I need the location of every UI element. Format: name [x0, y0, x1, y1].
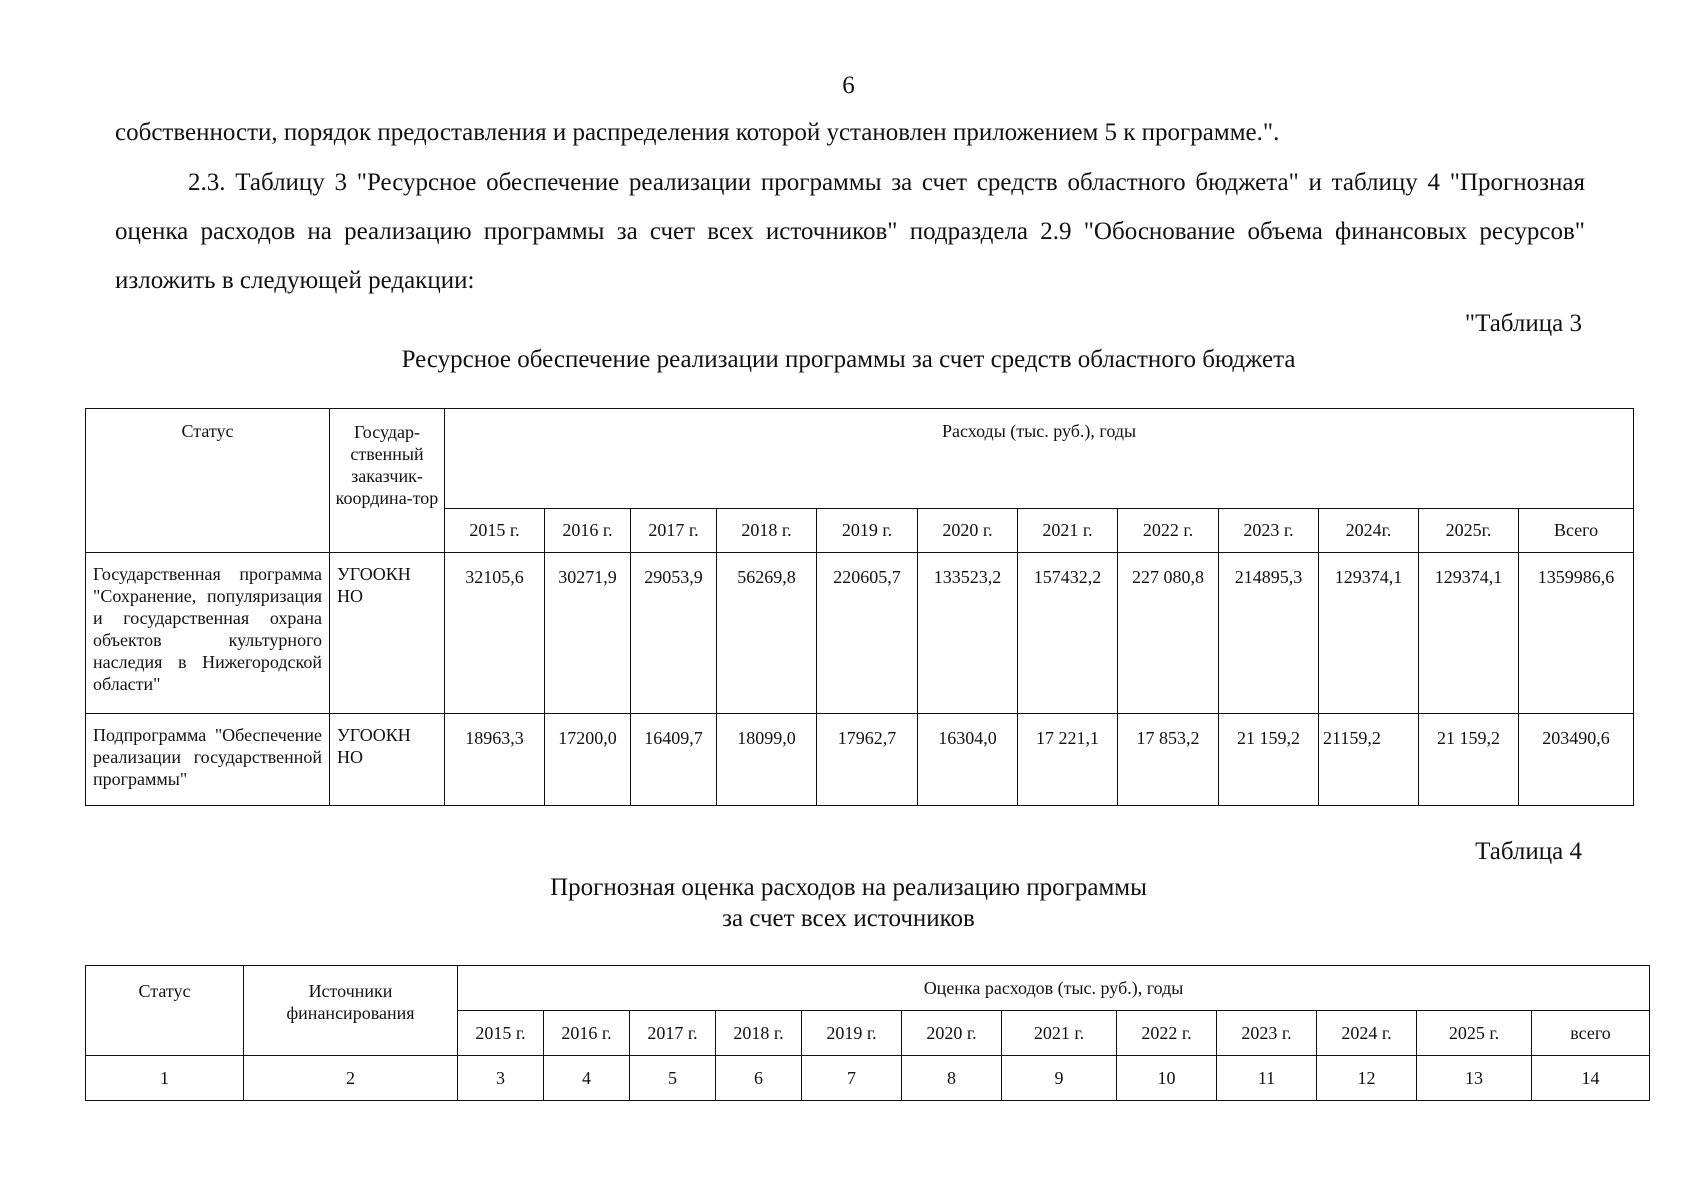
table3-year: 2020 г. — [918, 509, 1018, 553]
table3-cell: 18099,0 — [717, 714, 817, 806]
table4-col-number: 8 — [902, 1056, 1002, 1101]
table4-year: 2025 г. — [1417, 1011, 1532, 1056]
table3-label: "Таблица 3 — [1464, 310, 1582, 337]
table3-row-status: Государственная программа "Сохранение, популяризация и государственная охрана объектов культурного наследия в Нижегородской области" — [86, 553, 330, 714]
table3-year: 2022 г. — [1118, 509, 1219, 553]
table3-cell: 21 159,2 — [1219, 714, 1319, 806]
table3-row-program — [86, 553, 1634, 714]
table3-cell: 17 221,1 — [1018, 714, 1118, 806]
table4-col-number: 13 — [1417, 1056, 1532, 1101]
table4-col-number: 12 — [1317, 1056, 1417, 1101]
table3-cell: 21159,2 — [1319, 714, 1419, 806]
table3-year: 2015 г. — [445, 509, 545, 553]
table4-header-row — [86, 966, 1650, 1011]
table4-year: 2022 г. — [1117, 1011, 1217, 1056]
table3-year: 2018 г. — [717, 509, 817, 553]
table3-cell: 21 159,2 — [1419, 714, 1519, 806]
table4-column-numbers-row — [86, 1056, 1650, 1101]
table3-header-row — [86, 409, 1634, 509]
table4-header-expenses: Оценка расходов (тыс. руб.), годы — [458, 966, 1650, 1011]
paragraph-2-3: 2.3. Таблицу 3 "Ресурсное обеспечение реализации программы за счет средств областного бюджета" и таблицу 4 "Прогнозная оценка расходов на реализацию программы за счет всех источников" подраздела 2.9 "Обоснование объема финансовых ресурсов" изложить в следующей редакции: — [115, 169, 1585, 294]
table3-header-customer: Государ-ственный заказчик-координа-тор — [330, 409, 445, 553]
table4-title-line2: за счет всех источников — [722, 905, 975, 932]
table3-cell: 56269,8 — [717, 553, 817, 714]
table3-cell: 18963,3 — [445, 714, 545, 806]
table4-year: 2021 г. — [1002, 1011, 1117, 1056]
table4-col-number: 3 — [458, 1056, 544, 1101]
table4-col-number: 2 — [244, 1056, 458, 1101]
table3-cell: 17200,0 — [545, 714, 631, 806]
table4-col-number: 7 — [802, 1056, 902, 1101]
table3-row-customer: УГООКН НО — [330, 714, 445, 806]
table4-header-sources: Источники финансирования — [244, 966, 458, 1056]
table4 — [85, 965, 1650, 1101]
table4-total-header: всего — [1532, 1011, 1650, 1056]
table4-label: Таблица 4 — [1475, 838, 1582, 865]
table3-cell: 129374,1 — [1319, 553, 1419, 714]
table3-cell: 133523,2 — [918, 553, 1018, 714]
table4-year: 2015 г. — [458, 1011, 544, 1056]
table4-year: 2017 г. — [630, 1011, 716, 1056]
table3-title: Ресурсное обеспечение реализации программы за счет средств областного бюджета — [401, 346, 1296, 373]
paragraph-continuation: собственности, порядок предоставления и распределения которой установлен приложением 5 к программе.". — [115, 119, 1280, 146]
table3-year: 2023 г. — [1219, 509, 1319, 553]
table3-year: 2024г. — [1319, 509, 1419, 553]
table3-cell: 129374,1 — [1419, 553, 1519, 714]
table3-cell: 16409,7 — [631, 714, 717, 806]
table4-year: 2018 г. — [716, 1011, 802, 1056]
table4-year: 2023 г. — [1217, 1011, 1317, 1056]
table4-year: 2024 г. — [1317, 1011, 1417, 1056]
table4-col-number: 5 — [630, 1056, 716, 1101]
table4-col-number: 10 — [1117, 1056, 1217, 1101]
table3-cell: 17962,7 — [817, 714, 918, 806]
table4-col-number: 1 — [86, 1056, 244, 1101]
table3-cell-total: 203490,6 — [1519, 714, 1634, 806]
table3-cell: 214895,3 — [1219, 553, 1319, 714]
table3-cell: 29053,9 — [631, 553, 717, 714]
page-number: 6 — [842, 72, 855, 99]
table4-col-number: 11 — [1217, 1056, 1317, 1101]
table3-cell: 227 080,8 — [1118, 553, 1219, 714]
table4-year: 2016 г. — [544, 1011, 630, 1056]
table4-col-number: 14 — [1532, 1056, 1650, 1101]
table3-cell: 32105,6 — [445, 553, 545, 714]
table3-cell: 17 853,2 — [1118, 714, 1219, 806]
table3-row-subprogram — [86, 714, 1634, 806]
table3-year: 2017 г. — [631, 509, 717, 553]
table3-cell: 30271,9 — [545, 553, 631, 714]
table3-cell: 157432,2 — [1018, 553, 1118, 714]
table4-year: 2020 г. — [902, 1011, 1002, 1056]
table4-header-status: Статус — [86, 966, 244, 1056]
table3-cell-total: 1359986,6 — [1519, 553, 1634, 714]
table3-year: 2019 г. — [817, 509, 918, 553]
table3-year: 2016 г. — [545, 509, 631, 553]
table3-header-expenses: Расходы (тыс. руб.), годы — [445, 409, 1634, 509]
table3-row-status: Подпрограмма "Обеспечение реализации государственной программы" — [86, 714, 330, 806]
table4-title-line1: Прогнозная оценка расходов на реализацию программы — [550, 874, 1147, 901]
table4-col-number: 9 — [1002, 1056, 1117, 1101]
table3 — [85, 408, 1634, 806]
table4-year: 2019 г. — [802, 1011, 902, 1056]
table3-cell: 16304,0 — [918, 714, 1018, 806]
table3-year: 2025г. — [1419, 509, 1519, 553]
table3-year: 2021 г. — [1018, 509, 1118, 553]
table4-col-number: 6 — [716, 1056, 802, 1101]
table3-total-header: Всего — [1519, 509, 1634, 553]
table4-col-number: 4 — [544, 1056, 630, 1101]
table3-cell: 220605,7 — [817, 553, 918, 714]
table3-header-status: Статус — [86, 409, 330, 553]
table3-row-customer: УГООКН НО — [330, 553, 445, 714]
